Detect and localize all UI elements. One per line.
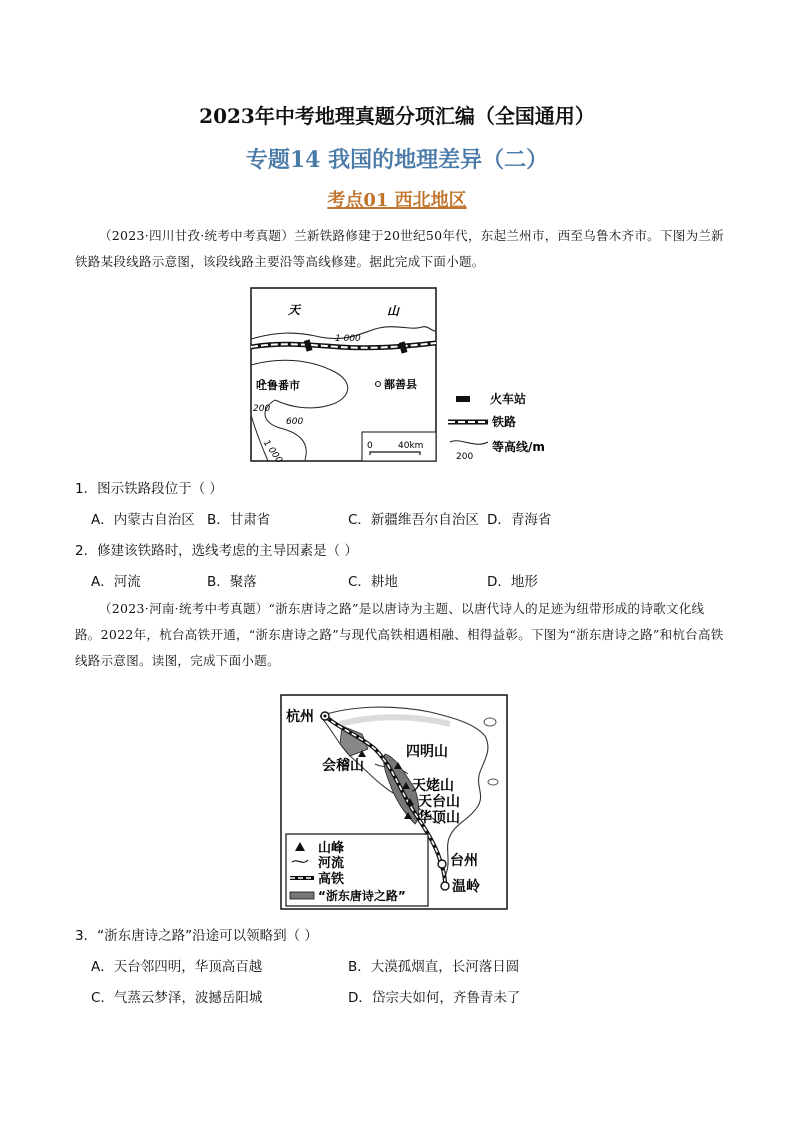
question-2-option-a[interactable]: A．河流 (91, 574, 141, 590)
passage-2: （2023·河南·统考中考真题）“浙东唐诗之路”是以唐诗为主题、以唐代诗人的足迹为纽带形成的诗歌文化线路。2022年，杭台高铁开通，“浙东唐诗之路”与现代高铁相遇相融、相得益彰。下图为“浙东唐诗之路”和杭台高铁线路示意图。读图，完成下面小题。 (75, 601, 724, 668)
question-3-option-c[interactable]: C．气蒸云梦泽，波撼岳阳城 (91, 990, 263, 1006)
scale-label-0: 0 (367, 441, 373, 451)
question-2-option-c[interactable]: C．耕地 (348, 574, 398, 590)
map1-contour-label-200: 200 (253, 404, 271, 414)
legend-route-label: “浙东唐诗之路” (318, 889, 406, 903)
map1-label-turpan: 吐鲁番市 (256, 379, 300, 392)
section-title-text: 考点01 西北地区 (327, 190, 467, 211)
map2-label-tiantai: 天台山 (418, 794, 460, 810)
legend-railway-label: 铁路 (492, 415, 517, 429)
taizhou-city-icon (438, 860, 446, 868)
map2-label-huading: 华顶山 (418, 810, 460, 826)
question-1-option-a[interactable]: A．内蒙古自治区 (91, 512, 195, 528)
passage-1: （2023·四川甘孜·统考中考真题）兰新铁路修建于20世纪50年代，东起兰州市，西至乌鲁木齐市。下图为兰新铁路某段线路示意图，该段线路主要沿等高线修建。据此完成下面小题。 (75, 228, 724, 269)
map1-label-shan: 山 (387, 304, 400, 318)
question-1-option-d[interactable]: D．青海省 (487, 512, 552, 528)
legend-hsr-label: 高铁 (318, 872, 345, 887)
section-title (0, 186, 794, 212)
question-3-option-b[interactable]: B．大漠孤烟直，长河落日圆 (348, 959, 520, 975)
question-3-option-d[interactable]: D．岱宗夫如何，齐鲁青未了 (348, 990, 521, 1006)
map2-label-taizhou: 台州 (450, 853, 478, 869)
question-1-option-c[interactable]: C．新疆维吾尔自治区 (348, 512, 479, 528)
question-1-stem: 1．图示铁路段位于（ ） (75, 481, 223, 497)
legend-river-label: 河流 (318, 856, 345, 871)
map2-label-siming: 四明山 (406, 744, 448, 760)
map2-label-wenling: 温岭 (452, 879, 480, 895)
legend-contour-number: 200 (456, 452, 474, 462)
question-2-option-d[interactable]: D．地形 (487, 574, 538, 590)
map1-label-shanshan: 鄯善县 (384, 378, 417, 391)
map1-contour-label-top: 1 000 (335, 334, 361, 344)
topic-title: 专题14 我国的地理差异（二） (245, 147, 549, 173)
document-title: 2023年中考地理真题分项汇编（全国通用） (199, 104, 595, 128)
map2-label-tianmu: 天姥山 (412, 778, 454, 794)
legend-station-icon (456, 396, 470, 402)
map1-contour-label-1000: 1 000 (260, 438, 284, 465)
map1-label-tian: 天 (288, 303, 301, 317)
legend-contour-label: 等高线/m (492, 440, 545, 454)
map2-label-hangzhou: 杭州 (286, 709, 314, 725)
map2-label-kuaiji: 会稽山 (322, 758, 364, 774)
question-2-stem: 2．修建该铁路时，选线考虑的主导因素是（ ） (75, 543, 358, 559)
legend-contour-icon (450, 441, 488, 445)
question-1-option-b[interactable]: B．甘肃省 (207, 512, 271, 528)
question-2-option-b[interactable]: B．聚落 (207, 574, 257, 590)
legend-route-icon (290, 892, 314, 899)
map1-contour-label-600: 600 (286, 417, 304, 427)
legend-peak-label: 山峰 (318, 841, 345, 856)
lanxin-railway-map (250, 287, 560, 465)
zhedong-poetry-route-map (280, 694, 508, 910)
question-3-stem: 3．“浙东唐诗之路”沿途可以领略到（ ） (75, 928, 318, 944)
legend-station-label: 火车站 (490, 392, 527, 406)
wenling-city-icon (441, 882, 449, 890)
scale-label-40: 40km (398, 441, 424, 451)
question-3-option-a[interactable]: A．天台邻四明，华顶高百越 (91, 959, 263, 975)
